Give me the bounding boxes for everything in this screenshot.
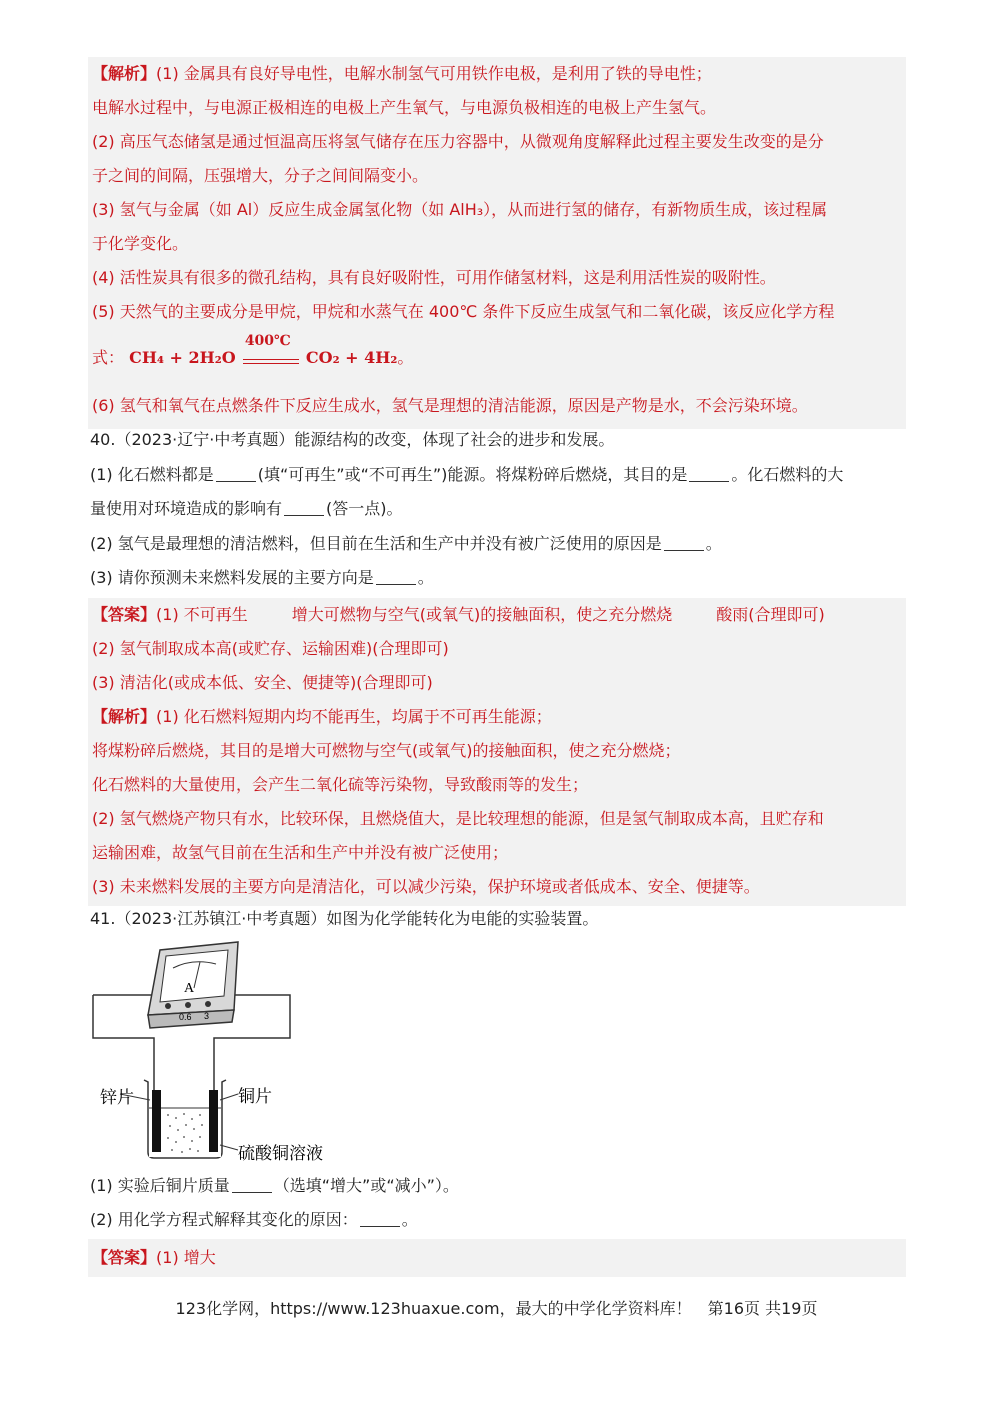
meter-label: A	[184, 981, 195, 996]
analysis-line: (2) 高压气态储氢是通过恒温高压将氢气储存在压力容器中，从微观角度解释此过程主要发生改变的是分	[92, 132, 824, 151]
answer-tag: 【答案】	[92, 605, 157, 624]
answer-line: 【答案】(1) 增大	[92, 1248, 216, 1267]
zinc-label: 锌片	[100, 1088, 134, 1108]
analysis-line: 于化学变化。	[92, 234, 189, 253]
answer-blank[interactable]	[360, 1210, 400, 1227]
answer-line: (2) 氢气制取成本高(或贮存、运输困难)(合理即可)	[92, 639, 449, 658]
analysis-line: 【解析】(1) 化石燃料短期内均不能再生，均属于不可再生能源；	[92, 707, 552, 726]
meter-scale: 0.6	[179, 1012, 192, 1022]
question-41-part2: (2) 用化学方程式解释其变化的原因： 。	[90, 1210, 418, 1229]
analysis-line: (6) 氢气和氧气在点燃条件下反应生成水，氢气是理想的清洁能源，原因是产物是水，不会污染环境。	[92, 396, 808, 415]
analysis-line: 将煤粉碎后燃烧，其目的是增大可燃物与空气(或氧气)的接触面积，使之充分燃烧；	[92, 741, 681, 760]
analysis-line: (2) 氢气燃烧产物只有水，比较环保，且燃烧值大，是比较理想的能源，但是氢气制取成本高，且贮存和	[92, 809, 824, 828]
reaction-condition: 400℃	[244, 332, 291, 349]
answer-tag: 【答案】	[92, 1248, 157, 1267]
analysis-line: (3) 未来燃料发展的主要方向是清洁化，可以减少污染，保护环境或者低成本、安全、便捷等。	[92, 877, 760, 896]
answer-line: 【答案】(1) 不可再生 增大可燃物与空气(或氧气)的接触面积，使之充分燃烧 酸雨(合理即可)	[92, 605, 825, 624]
answer-blank[interactable]	[284, 499, 324, 516]
galvanic-cell-figure	[88, 940, 348, 1165]
analysis-tag: 【解析】	[92, 64, 157, 83]
answer-blank[interactable]	[216, 465, 256, 482]
analysis-line: (5) 天然气的主要成分是甲烷，甲烷和水蒸气在 400℃ 条件下反应生成氢气和二氧化碳，该反应化学方程	[92, 302, 835, 321]
analysis-line: 子之间的间隔，压强增大，分子之间间隔变小。	[92, 166, 429, 185]
ammeter	[148, 942, 238, 1028]
meter-scale-2: 3	[204, 1011, 210, 1021]
analysis-tag: 【解析】	[92, 707, 157, 726]
answer-blank[interactable]	[689, 465, 729, 482]
analysis-line: 化石燃料的大量使用，会产生二氧化硫等污染物，导致酸雨等的发生；	[92, 775, 589, 794]
analysis-block-39	[88, 57, 906, 429]
question-41-stem: 41.（2023·江苏镇江·中考真题）如图为化学能转化为电能的实验装置。	[90, 909, 599, 928]
answer-block-40	[88, 598, 906, 906]
question-40-part1-cont: 量使用对环境造成的影响有 (答一点)。	[90, 499, 403, 518]
analysis-line: 【解析】(1) 金属具有良好导电性，电解水制氢气可用铁作电极，是利用了铁的导电性；	[92, 64, 712, 83]
copper-plate	[209, 1090, 218, 1152]
beaker	[144, 1080, 226, 1158]
chemical-equation: 式： CH₄ + 2H₂O 400℃ CO₂ + 4H₂。	[92, 332, 414, 367]
page-footer: 123化学网，https://www.123huaxue.com，最大的中学化学资料库！ 第16页 共19页	[175, 1299, 818, 1318]
question-40-part3: (3) 请你预测未来燃料发展的主要方向是 。	[90, 568, 434, 587]
solution-label: 硫酸铜溶液	[238, 1144, 323, 1164]
analysis-line: (4) 活性炭具有很多的微孔结构，具有良好吸附性，可用作储氢材料，这是利用活性炭的吸附性。	[92, 268, 776, 287]
analysis-line: (3) 氢气与金属（如 Al）反应生成金属氢化物（如 AlH₃），从而进行氢的储存，有新物质生成，该过程属	[92, 200, 828, 219]
answer-blank[interactable]	[664, 534, 704, 551]
question-41-part1: (1) 实验后铜片质量 （选填“增大”或“减小”）。	[90, 1176, 459, 1195]
analysis-line: 电解水过程中，与电源正极相连的电极上产生氧气，与电源负极相连的电极上产生氢气。	[92, 98, 717, 117]
question-40-part2: (2) 氢气是最理想的清洁燃料，但目前在生活和生产中并没有被广泛使用的原因是 。	[90, 534, 722, 553]
answer-blank[interactable]	[232, 1176, 272, 1193]
answer-block-41	[88, 1239, 906, 1277]
copper-label: 铜片	[238, 1087, 272, 1107]
question-40-part1: (1) 化石燃料都是 (填“可再生”或“不可再生”)能源。将煤粉碎后燃烧，其目的是 。化石燃料的大	[90, 465, 844, 484]
answer-line: (3) 清洁化(或成本低、安全、便捷等)(合理即可)	[92, 673, 433, 692]
analysis-line: 运输困难，故氢气目前在生活和生产中并没有被广泛使用；	[92, 843, 509, 862]
answer-blank[interactable]	[376, 568, 416, 585]
reaction-arrow	[241, 332, 301, 369]
zinc-plate	[152, 1090, 161, 1152]
question-40-stem: 40.（2023·辽宁·中考真题）能源结构的改变，体现了社会的进步和发展。	[90, 430, 615, 449]
